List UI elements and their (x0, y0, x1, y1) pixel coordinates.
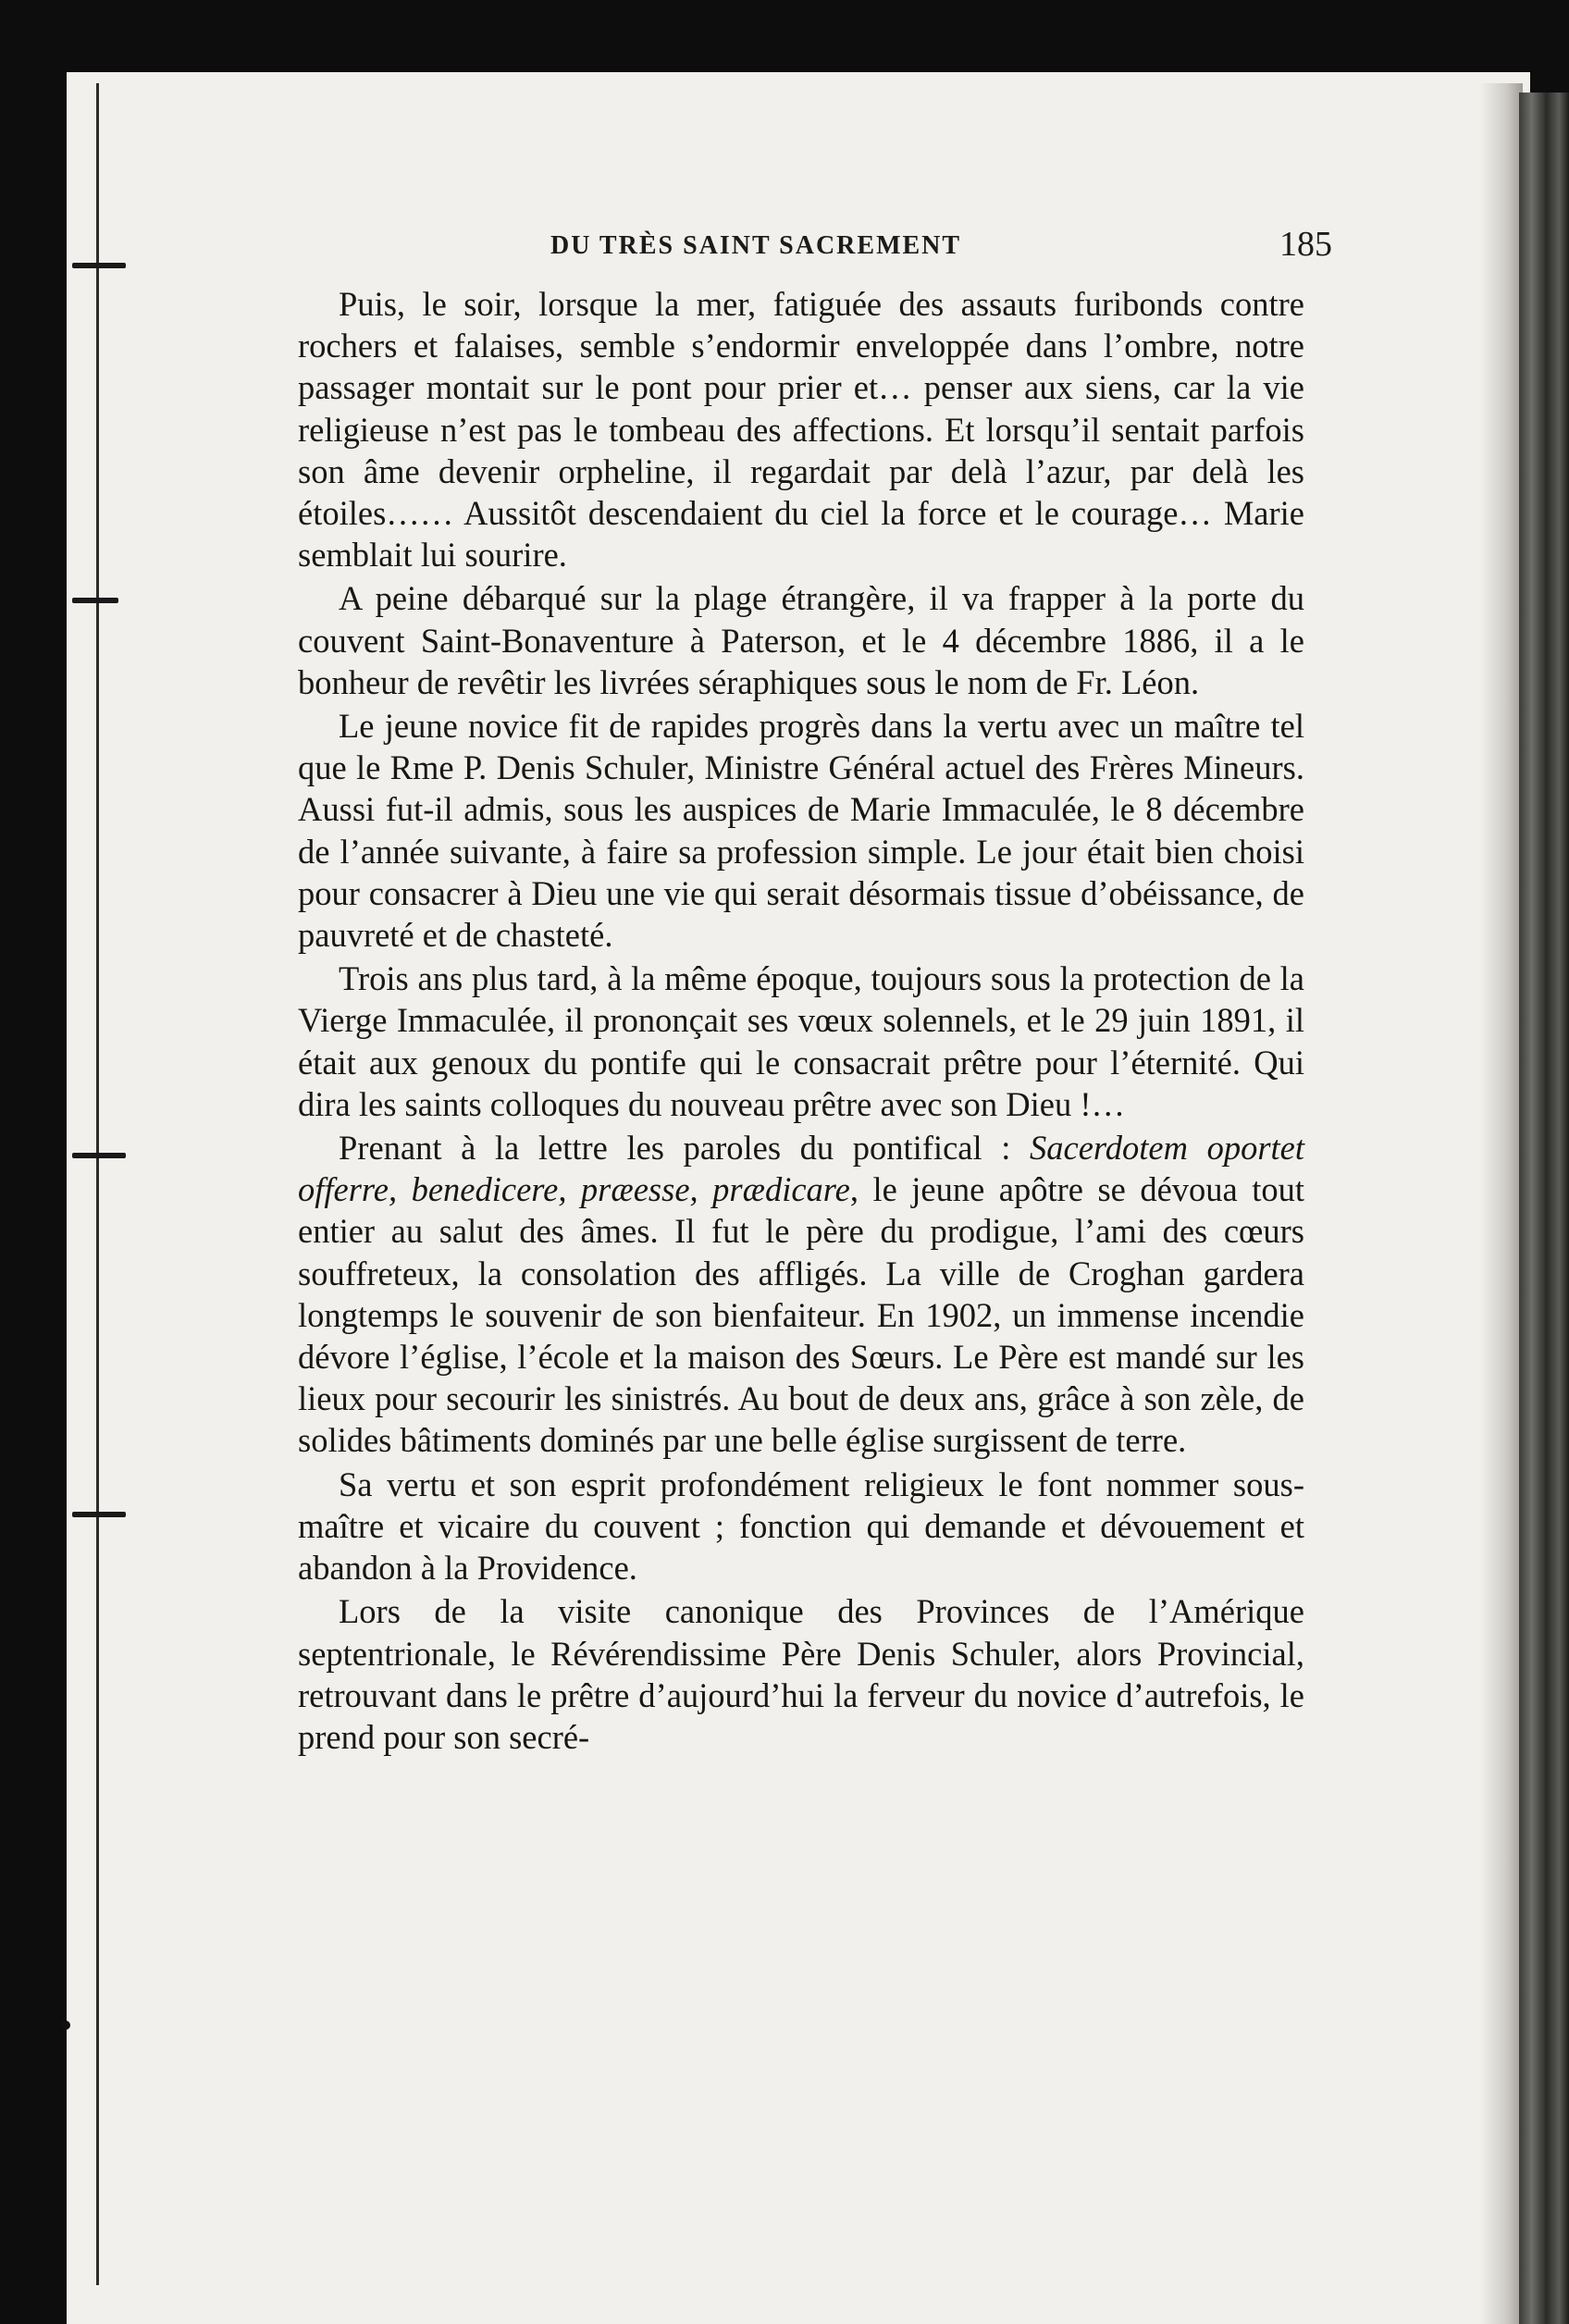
page-curl-shadow (1480, 83, 1523, 2324)
binding-gutter-line (96, 83, 99, 2285)
binding-thread-mark (72, 1153, 126, 1158)
paragraph: Puis, le soir, lorsque la mer, fatiguée des assauts furibonds contre rochers et falaises, semble s’endormir enveloppée dans l’ombre, notre passager montait sur le pont pour prier et… penser aux siens, car la vie religieuse n’est pas le tombeau des affections. Et lorsqu’il sentait parfois son âme devenir orpheline, il regardait par delà l’azur, par delà les étoiles…… Aussitôt descendaient du ciel la force et le courage… Marie semblait lui sourire. (298, 285, 1304, 575)
body-text (298, 283, 1304, 1758)
paragraph-lead: Prenant à la lettre les paroles du pontifical : (339, 1129, 1030, 1168)
binding-thread-mark (72, 263, 126, 268)
page-block-edge (1519, 93, 1569, 2324)
page-number: 185 (1279, 225, 1332, 264)
binding-hole-mark (61, 2021, 70, 2030)
paragraph: Trois ans plus tard, à la même époque, toujours sous la protection de la Vierge Immaculée, il prononçait ses vœux solennels, et le 29 juin 1891, il était aux genoux du pontife qui le consacrait prêtre pour l’éternité. Qui dira les saints colloques du nouveau prêtre avec son Dieu !… (298, 959, 1304, 1123)
binding-thread-mark (72, 598, 118, 603)
running-head: DU TRÈS SAINT SACREMENT (550, 231, 962, 260)
paragraph: Le jeune novice fit de rapides progrès dans la vertu avec un maître tel que le Rme P. Denis Schuler, Ministre Général actuel des Frères Mineurs. Aussi fut-il admis, sous les auspices de Marie Immaculée, le 8 décembre de l’année suivante, à faire sa profession simple. Le jour était bien choisi pour consacrer à Dieu une vie qui serait désormais tissue d’obéissance, de pauvreté et de chasteté. (298, 707, 1304, 955)
paragraph: Lors de la visite canonique des Provinces de l’Amérique septentrionale, le Révérendissime Père Denis Schuler, alors Provincial, retrouvant dans le prêtre d’aujourd’hui la ferveur du novice d’autrefois, le prend pour son secré- (298, 1592, 1304, 1756)
paragraph: Sa vertu et son esprit profondément religieux le font nommer sous-maître et vicaire du couvent ; fonction qui demande et dévouement et abandon à la Providence. (298, 1465, 1304, 1588)
binding-thread-mark (72, 1512, 126, 1517)
paragraph (298, 1127, 1304, 1462)
paragraph-continuation: , le jeune apôtre se dévoua tout entier au salut des âmes. Il fut le père du prodigue, l’ami des cœurs souffreteux, la consolation des affligés. La ville de Croghan gardera longtemps le souvenir de son bienfaiteur. En 1902, un immense incendie dévore l’église, l’école et la maison des Sœurs. Le Père est mandé sur les lieux pour secourir les sinistrés. Au bout de deux ans, grâce à son zèle, de solides bâtiments dominés par une belle église surgissent de terre. (298, 1170, 1305, 1460)
page-header (296, 225, 1332, 268)
paragraph: A peine débarqué sur la plage étrangère, il va frapper à la porte du couvent Saint-Bonaventure à Paterson, et le 4 décembre 1886, il a le bonheur de revêtir les livrées séraphiques sous le nom de Fr. Léon. (298, 579, 1304, 701)
latin-quotation: Sacerdotem oportet offerre, benedicere, præesse, prædicare (298, 1129, 1305, 1209)
